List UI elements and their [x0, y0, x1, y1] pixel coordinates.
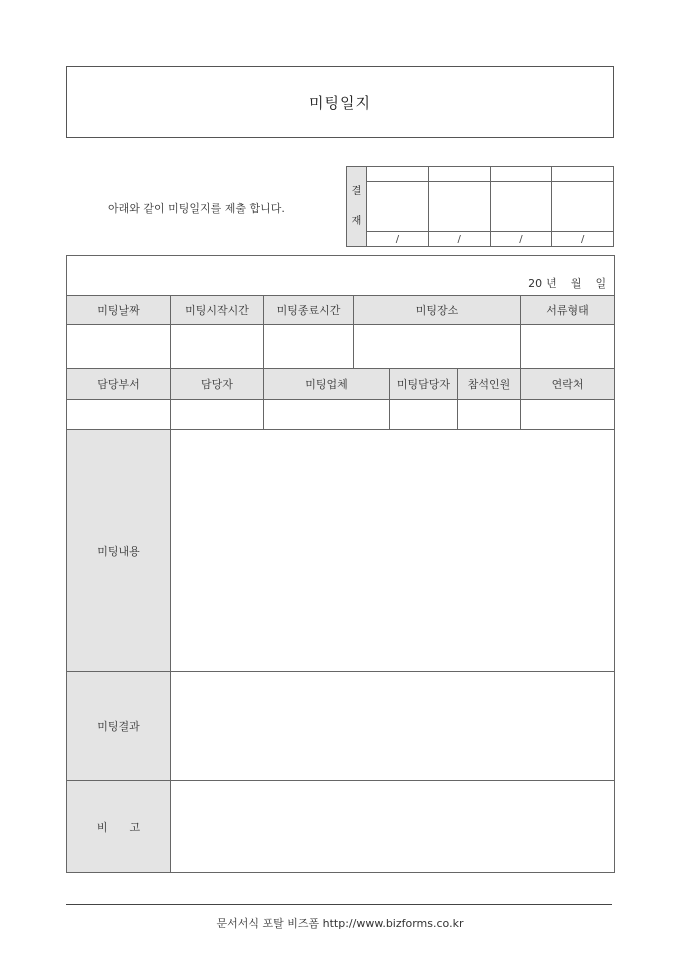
field-end-time[interactable] — [264, 325, 354, 369]
field-department[interactable] — [67, 400, 171, 430]
header-start-time: 미팅시작시간 — [171, 296, 264, 325]
document-title — [66, 66, 614, 138]
date-month-label: 월 — [570, 277, 582, 290]
header-company: 미팅업체 — [264, 369, 390, 400]
approval-label-bottom: 재 — [351, 215, 362, 227]
approval-date-cell[interactable]: / — [490, 232, 552, 247]
field-person-in-charge[interactable] — [171, 400, 264, 430]
field-company-contact[interactable] — [390, 400, 458, 430]
footer-divider — [66, 904, 612, 905]
approval-sign-cell[interactable] — [552, 182, 614, 232]
date-day-label: 일 — [595, 277, 607, 290]
intro-text: 아래와 같이 미팅일지를 제출 합니다. — [108, 202, 285, 215]
section-content-label: 미팅내용 — [67, 430, 171, 672]
approval-date-cell[interactable]: / — [367, 232, 429, 247]
field-start-time[interactable] — [171, 325, 264, 369]
header-location: 미팅장소 — [354, 296, 521, 325]
approval-sign-cell[interactable] — [490, 182, 552, 232]
header-company-contact: 미팅담당자 — [390, 369, 458, 400]
section-result-label: 미팅결과 — [67, 672, 171, 781]
approval-sign-cell[interactable] — [428, 182, 490, 232]
field-attendees[interactable] — [458, 400, 521, 430]
approval-label — [347, 167, 367, 247]
field-company[interactable] — [264, 400, 390, 430]
header-department: 담당부서 — [67, 369, 171, 400]
approval-title-cell — [367, 167, 429, 182]
section-remarks-label: 비 고 — [67, 781, 171, 873]
header-meeting-date: 미팅날짜 — [67, 296, 171, 325]
field-document-type[interactable] — [521, 325, 615, 369]
field-phone[interactable] — [521, 400, 615, 430]
approval-date-cell[interactable]: / — [428, 232, 490, 247]
field-meeting-content[interactable] — [171, 430, 615, 672]
field-remarks[interactable] — [171, 781, 615, 873]
header-attendees: 참석인원 — [458, 369, 521, 400]
footer-text: 문서서식 포탈 비즈폼 http://www.bizforms.co.kr — [216, 917, 464, 930]
header-document-type: 서류형태 — [521, 296, 615, 325]
header-person-in-charge: 담당자 — [171, 369, 264, 400]
approval-title-cell — [490, 167, 552, 182]
header-phone: 연락처 — [521, 369, 615, 400]
header-end-time: 미팅종료시간 — [264, 296, 354, 325]
field-location[interactable] — [354, 325, 521, 369]
approval-box — [346, 166, 614, 247]
approval-label-top: 결 — [351, 185, 362, 197]
approval-title-cell — [552, 167, 614, 182]
field-meeting-date[interactable] — [67, 325, 171, 369]
approval-date-cell[interactable]: / — [552, 232, 614, 247]
date-line[interactable] — [67, 256, 615, 296]
approval-title-cell — [428, 167, 490, 182]
field-meeting-result[interactable] — [171, 672, 615, 781]
meeting-log-table — [66, 255, 615, 873]
approval-sign-cell[interactable] — [367, 182, 429, 232]
date-year-prefix: 20 — [528, 277, 543, 290]
date-year-label: 년 — [546, 277, 557, 290]
document-title-text: 미팅일지 — [309, 93, 371, 112]
